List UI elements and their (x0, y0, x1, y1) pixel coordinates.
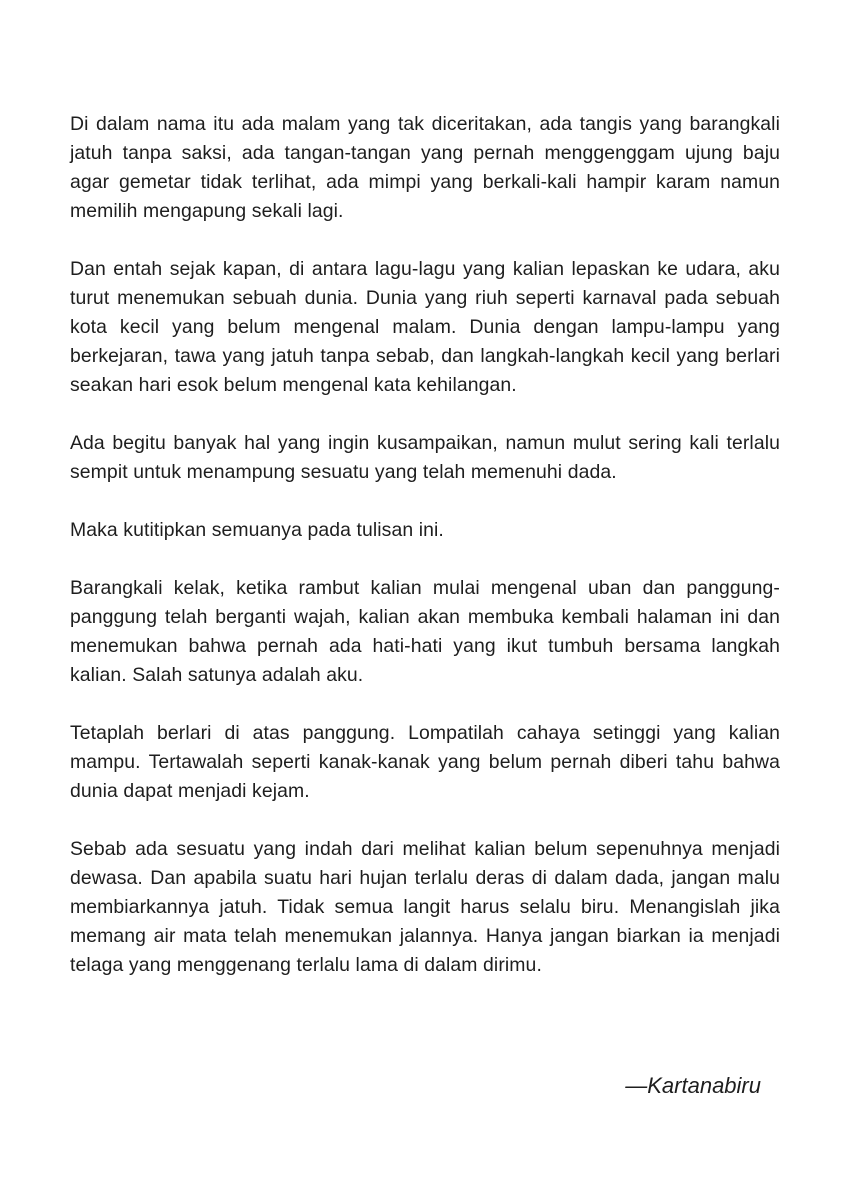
paragraph-4: Maka kutitipkan semuanya pada tulisan ini. (70, 519, 444, 541)
paragraph-1: Di dalam nama itu ada malam yang tak diceritakan, ada tangis yang barangkali jatuh tanpa saksi, ada tangan-tangan yang pernah menggenggam ujung baju agar gemetar tidak terlihat, ada mimpi yang berkali-kali hampir karam namun memilih mengapung sekali lagi. (70, 113, 780, 222)
paragraph-5: Barangkali kelak, ketika rambut kalian mulai mengenal uban dan panggung-panggung telah berganti wajah, kalian akan membuka kembali halaman ini dan menemukan bahwa pernah ada hati-hati yang ikut tumbuh bersama langkah kalian. Salah satunya adalah aku. (70, 577, 780, 686)
paragraph-7: Sebab ada sesuatu yang indah dari melihat kalian belum sepenuhnya menjadi dewasa. Dan apabila suatu hari hujan terlalu deras di dalam dada, jangan malu membiarkannya jatuh. Tidak semua langit harus selalu biru. Menangislah jika memang air mata telah menemukan jalannya. Hanya jangan biarkan ia menjadi telaga yang menggenang terlalu lama di dalam dirimu. (70, 838, 780, 976)
paragraph-6: Tetaplah berlari di atas panggung. Lompatilah cahaya setinggi yang kalian mampu. Tertawalah seperti kanak-kanak yang belum pernah diberi tahu bahwa dunia dapat menjadi kejam. (70, 722, 780, 802)
paragraph-3: Ada begitu banyak hal yang ingin kusampaikan, namun mulut sering kali terlalu sempit untuk menampung sesuatu yang telah memenuhi dada. (70, 432, 780, 483)
author-signature: —Kartanabiru (625, 1073, 761, 1098)
letter-body (70, 110, 780, 1009)
paragraph-2: Dan entah sejak kapan, di antara lagu-lagu yang kalian lepaskan ke udara, aku turut menemukan sebuah dunia. Dunia yang riuh seperti karnaval pada sebuah kota kecil yang belum mengenal malam. Dunia dengan lampu-lampu yang berkejaran, tawa yang jatuh tanpa sebab, dan langkah-langkah kecil yang berlari seakan hari esok belum mengenal kata kehilangan. (70, 258, 780, 396)
